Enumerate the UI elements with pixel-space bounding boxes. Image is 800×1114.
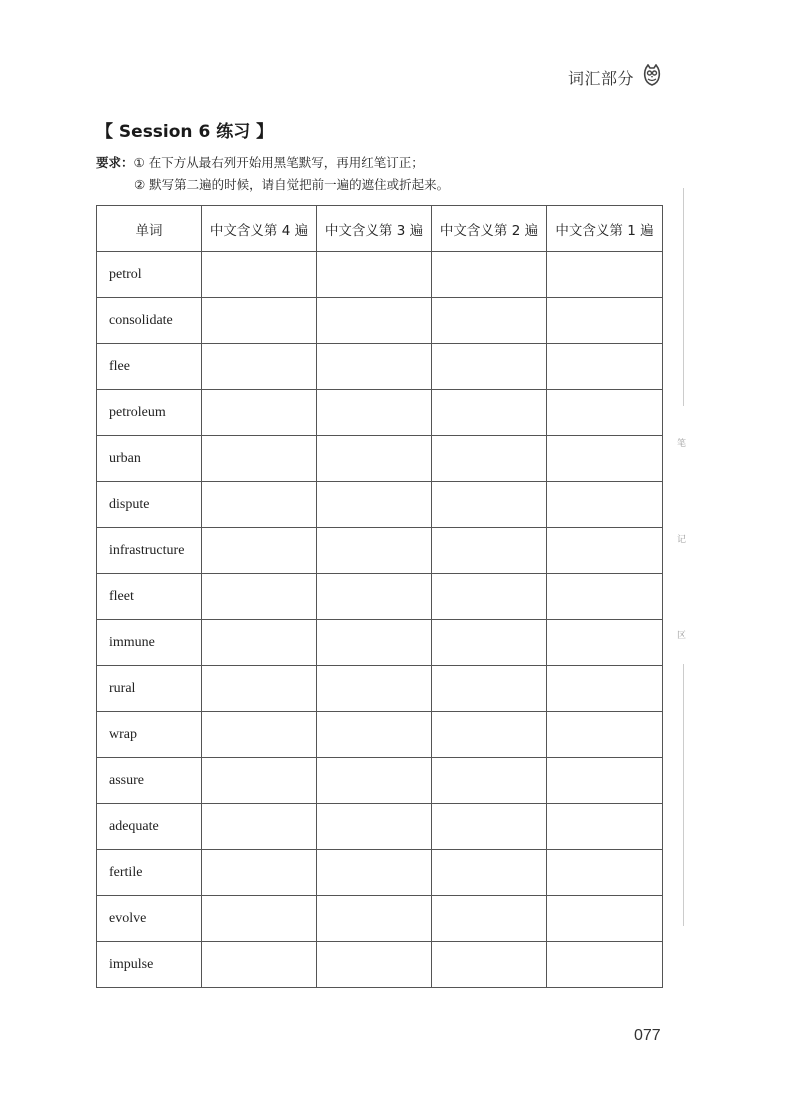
table-row — [97, 482, 663, 528]
word-cell: petroleum — [97, 390, 202, 436]
word-cell: urban — [97, 436, 202, 482]
answer-cell-1 — [547, 574, 663, 620]
answer-cell-1 — [547, 528, 663, 574]
answer-cell-1 — [547, 758, 663, 804]
answer-cell-1 — [547, 482, 663, 528]
answer-cell-4 — [202, 574, 317, 620]
answer-cell-4 — [202, 252, 317, 298]
notes-margin-char-3: 区 — [677, 631, 687, 641]
answer-cell-2 — [432, 804, 547, 850]
section-header-title: 词汇部分 — [568, 69, 635, 88]
word-cell: evolve — [97, 896, 202, 942]
table-row — [97, 436, 663, 482]
table-row — [97, 528, 663, 574]
header-meaning-1: 中文含义第 1 遍 — [547, 206, 663, 252]
answer-cell-1 — [547, 712, 663, 758]
page-number: 077 — [634, 1027, 661, 1044]
answer-cell-2 — [432, 574, 547, 620]
table-row — [97, 252, 663, 298]
table-row — [97, 390, 663, 436]
answer-cell-4 — [202, 850, 317, 896]
header-meaning-3: 中文含义第 3 遍 — [317, 206, 432, 252]
word-cell: adequate — [97, 804, 202, 850]
answer-cell-4 — [202, 758, 317, 804]
answer-cell-3 — [317, 482, 432, 528]
answer-cell-1 — [547, 298, 663, 344]
vocabulary-table — [96, 205, 663, 988]
answer-cell-2 — [432, 528, 547, 574]
answer-cell-2 — [432, 758, 547, 804]
word-cell: dispute — [97, 482, 202, 528]
answer-cell-4 — [202, 436, 317, 482]
word-cell: petrol — [97, 252, 202, 298]
answer-cell-1 — [547, 896, 663, 942]
answer-cell-3 — [317, 712, 432, 758]
answer-cell-4 — [202, 390, 317, 436]
table-row — [97, 344, 663, 390]
header-meaning-2: 中文含义第 2 遍 — [432, 206, 547, 252]
word-cell: fertile — [97, 850, 202, 896]
answer-cell-2 — [432, 666, 547, 712]
answer-cell-4 — [202, 298, 317, 344]
table-row — [97, 850, 663, 896]
answer-cell-4 — [202, 942, 317, 988]
answer-cell-4 — [202, 666, 317, 712]
header-meaning-4: 中文含义第 4 遍 — [202, 206, 317, 252]
requirements-block — [96, 152, 449, 196]
answer-cell-3 — [317, 896, 432, 942]
answer-cell-2 — [432, 712, 547, 758]
answer-cell-2 — [432, 344, 547, 390]
answer-cell-4 — [202, 620, 317, 666]
table-row — [97, 896, 663, 942]
notes-margin-char-2: 记 — [677, 535, 687, 545]
answer-cell-1 — [547, 804, 663, 850]
answer-cell-2 — [432, 850, 547, 896]
table-row — [97, 666, 663, 712]
answer-cell-4 — [202, 896, 317, 942]
session-title: 【 Session 6 练习 】 — [96, 122, 274, 142]
word-cell: infrastructure — [97, 528, 202, 574]
answer-cell-3 — [317, 574, 432, 620]
requirement-line-2: ② 默写第二遍的时候，请自觉把前一遍的遮住或折起来。 — [134, 177, 450, 192]
answer-cell-3 — [317, 850, 432, 896]
answer-cell-3 — [317, 942, 432, 988]
header-word: 单词 — [97, 206, 202, 252]
table-row — [97, 942, 663, 988]
answer-cell-2 — [432, 252, 547, 298]
answer-cell-1 — [547, 666, 663, 712]
word-cell: assure — [97, 758, 202, 804]
word-cell: immune — [97, 620, 202, 666]
answer-cell-2 — [432, 298, 547, 344]
table-row — [97, 712, 663, 758]
word-cell: rural — [97, 666, 202, 712]
answer-cell-1 — [547, 390, 663, 436]
table-row — [97, 620, 663, 666]
answer-cell-4 — [202, 804, 317, 850]
table-row — [97, 298, 663, 344]
answer-cell-3 — [317, 436, 432, 482]
table-row — [97, 758, 663, 804]
answer-cell-3 — [317, 298, 432, 344]
table-row — [97, 574, 663, 620]
answer-cell-2 — [432, 942, 547, 988]
answer-cell-3 — [317, 758, 432, 804]
answer-cell-1 — [547, 252, 663, 298]
answer-cell-3 — [317, 620, 432, 666]
answer-cell-3 — [317, 252, 432, 298]
word-cell: flee — [97, 344, 202, 390]
answer-cell-1 — [547, 620, 663, 666]
answer-cell-3 — [317, 804, 432, 850]
table-row — [97, 804, 663, 850]
answer-cell-4 — [202, 344, 317, 390]
answer-cell-3 — [317, 666, 432, 712]
answer-cell-2 — [432, 620, 547, 666]
notes-margin-line-bottom — [683, 664, 684, 926]
answer-cell-4 — [202, 482, 317, 528]
table-header-row — [97, 206, 663, 252]
notes-margin-line-top — [683, 188, 684, 406]
word-cell: fleet — [97, 574, 202, 620]
requirement-line-1 — [96, 152, 449, 174]
answer-cell-1 — [547, 942, 663, 988]
answer-cell-4 — [202, 712, 317, 758]
answer-cell-4 — [202, 528, 317, 574]
answer-cell-2 — [432, 390, 547, 436]
answer-cell-3 — [317, 528, 432, 574]
answer-cell-1 — [547, 850, 663, 896]
word-cell: consolidate — [97, 298, 202, 344]
answer-cell-2 — [432, 436, 547, 482]
answer-cell-1 — [547, 344, 663, 390]
answer-cell-1 — [547, 436, 663, 482]
answer-cell-3 — [317, 344, 432, 390]
requirement-text-1: ① 在下方从最右列开始用黑笔默写，再用红笔订正； — [133, 155, 424, 170]
answer-cell-2 — [432, 896, 547, 942]
requirements-label: 要求： — [96, 155, 134, 170]
answer-cell-3 — [317, 390, 432, 436]
word-cell: wrap — [97, 712, 202, 758]
word-cell: impulse — [97, 942, 202, 988]
notes-margin-char-1: 笔 — [677, 439, 687, 449]
owl-icon — [643, 64, 661, 86]
answer-cell-2 — [432, 482, 547, 528]
